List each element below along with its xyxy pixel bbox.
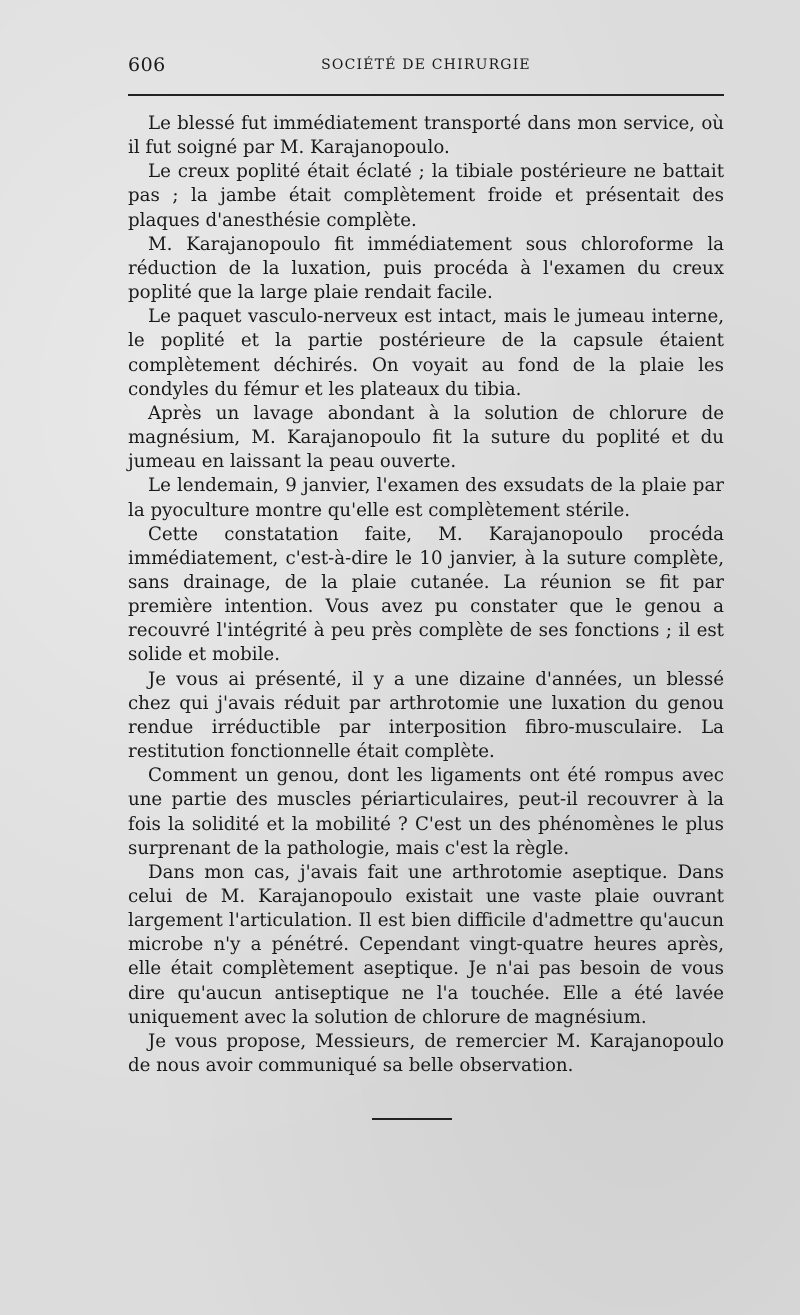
paragraph-5: Après un lavage abondant à la solution de chlorure de magnésium, M. Karajanopoulo fit la suture du poplité et du jumeau en laissant la peau ouverte. [128,402,724,473]
body-text [128,112,724,1078]
paragraph-6: Le lendemain, 9 janvier, l'examen des exsudats de la plaie par la pyoculture montre qu'elle est complètement stérile. [128,475,724,521]
end-rule [372,1118,452,1120]
paragraph-11: Je vous propose, Messieurs, de remercier M. Karajanopoulo de nous avoir communiqué sa belle observation. [128,1030,724,1077]
paragraph-7: Cette constatation faite, M. Karajanopoulo procéda immédiatement, c'est-à-dire le 10 janvier, à la suture complète, sans drainage, de la plaie cutanée. La réunion se fit par première intention. Vous avez pu constater que le genou a recouvré l'intégrité à peu près complète de ses fonctions ; il est solide et mobile. [128,523,724,666]
running-head: SOCIÉTÉ DE CHIRURGIE [321,57,531,73]
paragraph-10: Dans mon cas, j'avais fait une arthrotomie aseptique. Dans celui de M. Karajanopoulo existait une vaste plaie ouvrant largement l'articulation. Il est bien difficile d'admettre qu'aucun microbe n'y a pénétré. Cependant vingt-quatre heures après, elle était complètement aseptique. Je n'ai pas besoin de vous dire qu'aucun antiseptique ne l'a touchée. Elle a été lavée uniquement avec la solution de chlorure de magnésium. [128,861,724,1028]
paragraph-2: Le creux poplité était éclaté ; la tibiale postérieure ne battait pas ; la jambe était complètement froide et présentait des plaques d'anesthésie complète. [128,161,724,231]
paragraph-1: Le blessé fut immédiatement transporté dans mon service, où il fut soigné par M. Karajanopoulo. [128,113,724,159]
paragraph-9: Comment un genou, dont les ligaments ont été rompus avec une partie des muscles périarticulaires, peut-il recouvrer à la fois la solidité et la mobilité ? C'est un des phénomènes le plus surprenant de la pathologie, mais c'est la règle. [128,765,724,859]
page-header [128,54,724,84]
paragraph-8: Je vous ai présenté, il y a une dizaine d'années, un blessé chez qui j'avais réduit par arthrotomie une luxation du genou rendue irréductible par interposition fibro-musculaire. La restitution fonctionnelle était complète. [128,668,724,763]
paragraph-3: M. Karajanopoulo fit immédiatement sous chloroforme la réduction de la luxation, puis procéda à l'examen du creux poplité que la large plaie rendait facile. [128,233,724,304]
header-rule [128,94,724,96]
page-number: 606 [128,54,166,76]
paragraph-4: Le paquet vasculo-nerveux est intact, mais le jumeau interne, le poplité et la partie postérieure de la capsule étaient complètement déchirés. On voyait au fond de la plaie les condyles du fémur et les plateaux du tibia. [128,306,724,400]
